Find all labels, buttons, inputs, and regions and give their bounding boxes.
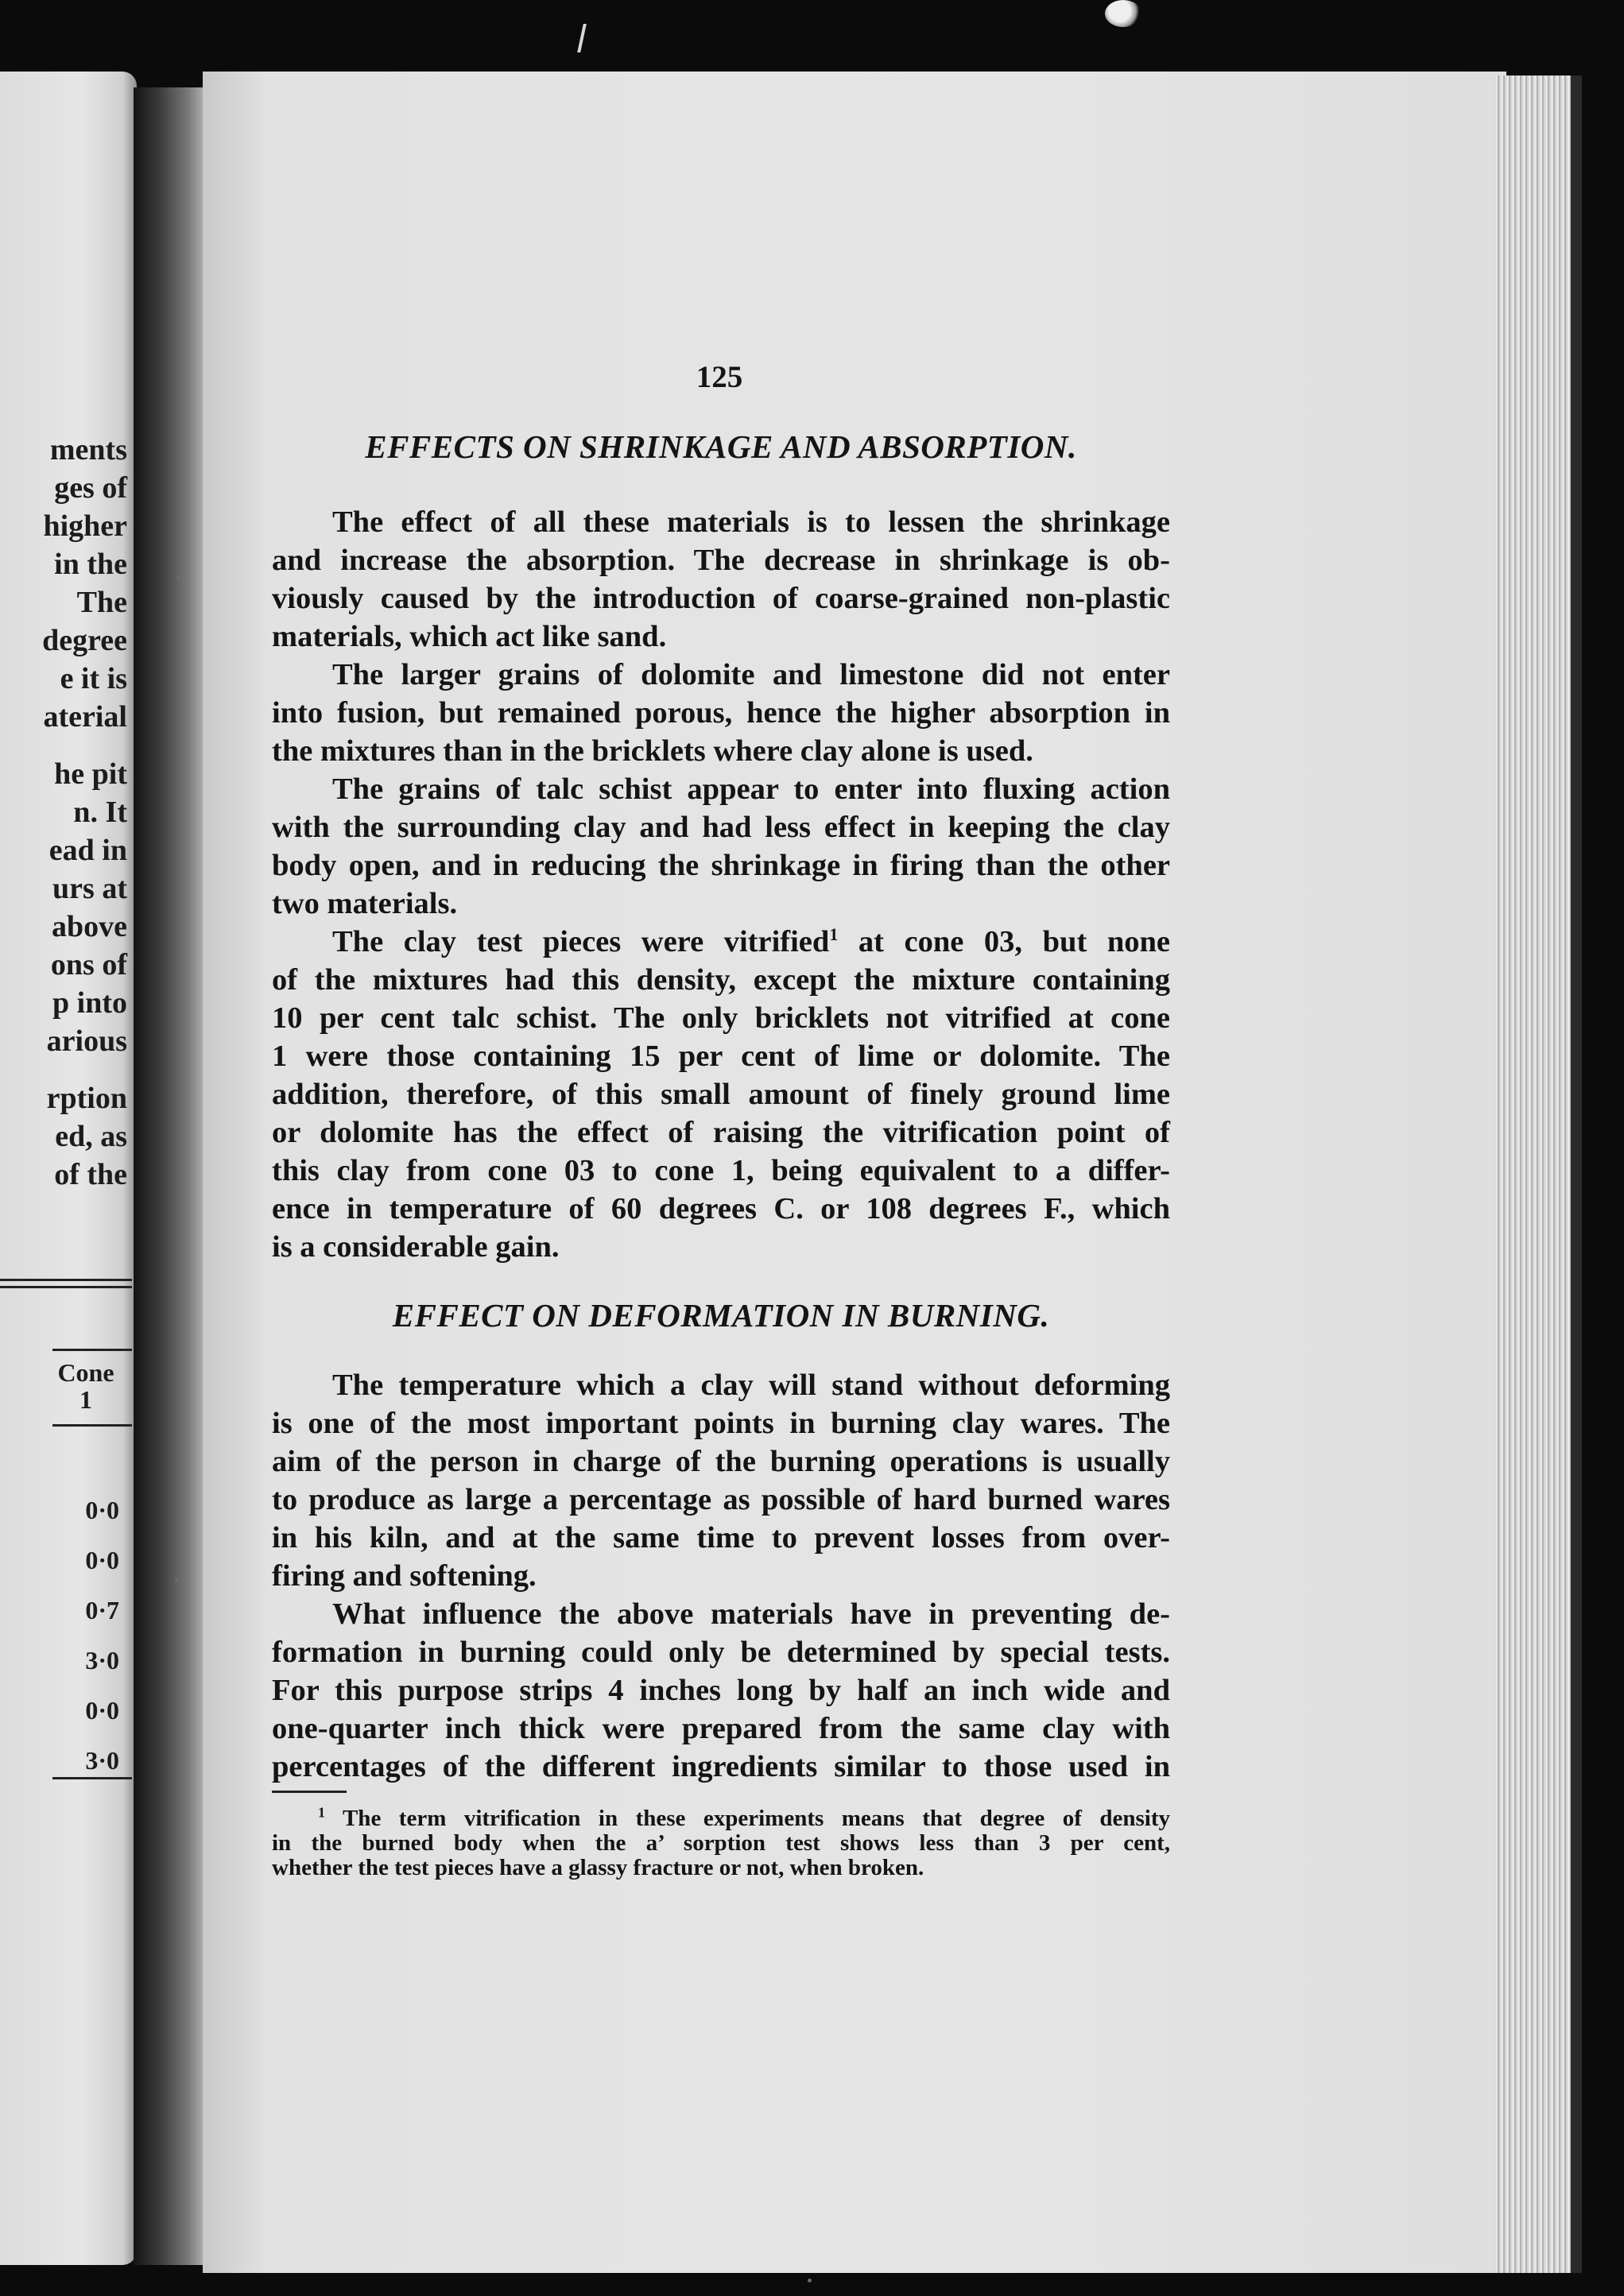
facing-page-text: rption: [46, 1082, 127, 1115]
text-line: formation in burning could only be determined by special tests.: [272, 1636, 1170, 1669]
facing-page-text: urs at: [52, 872, 127, 905]
text-line: The clay test pieces were vitrified$^1$ at cone 03, but none: [332, 924, 1170, 958]
text-line: this clay from cone 03 to cone 1, being equivalent to a differ-: [272, 1154, 1170, 1187]
facing-page-text: ges of: [54, 471, 127, 505]
footnote-line: whether the test pieces have a glassy fracture or not, when broken.: [272, 1855, 924, 1880]
facing-page-text: degree: [42, 624, 127, 657]
text-line: into fusion, but remained porous, hence the higher absorption in: [272, 696, 1170, 730]
section-heading: EFFECTS ON SHRINKAGE AND ABSORPTION.: [365, 428, 1077, 465]
footnote-reference: 1: [829, 924, 839, 945]
facing-page-text: above: [52, 910, 127, 943]
footnote-line: $^1$ The term vitrification in these experiments means that degree of density: [318, 1804, 1170, 1831]
facing-page-text: aterial: [43, 700, 127, 734]
text-line: aim of the person in charge of the burning operations is usually: [272, 1445, 1170, 1478]
text-line: addition, therefore, of this small amount of finely ground lime: [272, 1078, 1170, 1111]
facing-page-text: n. It: [73, 796, 127, 829]
table-value: 0·7: [85, 1596, 119, 1624]
table-value: 0·0: [85, 1696, 119, 1725]
text-line: percentages of the different ingredients similar to those used in: [272, 1750, 1170, 1783]
facing-page-text: ons of: [50, 948, 127, 982]
text-line: 10 per cent talc schist. The only bricklets not vitrified at cone: [272, 1001, 1170, 1035]
text-line: in his kiln, and at the same time to prevent losses from over-: [272, 1521, 1170, 1555]
scan-speck: [175, 1578, 179, 1582]
text-line: For this purpose strips 4 inches long by half an inch wide and: [272, 1674, 1170, 1707]
footnote-rule: [272, 1791, 347, 1793]
facing-page-text: ead in: [48, 834, 127, 867]
footnote-line: in the burned body when the a’ sorption test shows less than 3 per cent,: [272, 1830, 1170, 1856]
text-line: of the mixtures had this density, except the mixture containing: [272, 963, 1170, 997]
footnote-marker: 1: [318, 1804, 325, 1821]
text-line: The effect of all these materials is to lessen the shrinkage: [332, 505, 1170, 539]
facing-page-text: p into: [52, 986, 127, 1020]
text-line: or dolomite has the effect of raising the vitrification point of: [272, 1116, 1170, 1149]
text-line: The larger grains of dolomite and limestone did not enter: [332, 658, 1170, 691]
table-value: 0·0: [85, 1546, 119, 1574]
text-line: The temperature which a clay will stand without deforming: [332, 1369, 1170, 1402]
text-line: the mixtures than in the bricklets where clay alone is used.: [272, 734, 1033, 768]
book-gutter: [134, 87, 207, 2265]
facing-page-text: arious: [46, 1024, 127, 1058]
facing-page-text: The: [76, 586, 127, 619]
scan-speck: [808, 2279, 812, 2282]
table-rule: [52, 1777, 132, 1779]
facing-page-text: ments: [49, 433, 127, 467]
facing-page-text: of the: [54, 1158, 127, 1191]
text-line: is a considerable gain.: [272, 1230, 560, 1264]
scan-speck: [176, 576, 180, 580]
table-rule: [52, 1349, 132, 1351]
text-line: materials, which act like sand.: [272, 620, 667, 653]
text-line: to produce as large a percentage as possible of hard burned wares: [272, 1483, 1170, 1516]
facing-page-text: he pit: [54, 757, 127, 791]
table-rule: [0, 1286, 132, 1288]
table-rule: [0, 1279, 132, 1281]
table-header-cone: Cone 1: [57, 1358, 114, 1414]
text-line: is one of the most important points in burning clay wares. The: [272, 1407, 1170, 1440]
page-edges: [1494, 76, 1582, 2273]
text-line: and increase the absorption. The decrease in shrinkage is ob-: [272, 544, 1170, 577]
text-line: The grains of talc schist appear to enter into fluxing action: [332, 772, 1170, 806]
section-heading: EFFECT ON DEFORMATION IN BURNING.: [392, 1297, 1050, 1334]
text-line: one-quarter inch thick were prepared from the same clay with: [272, 1712, 1170, 1745]
table-value: 0·0: [85, 1496, 119, 1524]
text-line: What influence the above materials have in preventing de-: [332, 1597, 1170, 1631]
table-rule: [52, 1424, 132, 1427]
text-line: body open, and in reducing the shrinkage in firing than the other: [272, 849, 1170, 882]
ink-mark: [577, 24, 596, 52]
facing-page-text: ed, as: [55, 1120, 127, 1153]
text-line: with the surrounding clay and had less effect in keeping the clay: [272, 811, 1170, 844]
facing-page-text: higher: [43, 509, 127, 543]
text-line: ence in temperature of 60 degrees C. or 108 degrees F., which: [272, 1192, 1170, 1225]
scan-blemish: [1105, 0, 1141, 27]
table-value: 3·0: [85, 1646, 119, 1675]
text-line: two materials.: [272, 887, 458, 920]
text-line: firing and softening.: [272, 1559, 537, 1593]
facing-page-text: in the: [54, 548, 127, 581]
page-number: 125: [696, 360, 743, 394]
facing-page: [0, 72, 137, 2265]
text-line: viously caused by the introduction of coarse-grained non-plastic: [272, 582, 1170, 615]
text-line: 1 were those containing 15 per cent of lime or dolomite. The: [272, 1040, 1170, 1073]
table-value: 3·0: [85, 1746, 119, 1775]
facing-page-text: e it is: [60, 662, 127, 695]
